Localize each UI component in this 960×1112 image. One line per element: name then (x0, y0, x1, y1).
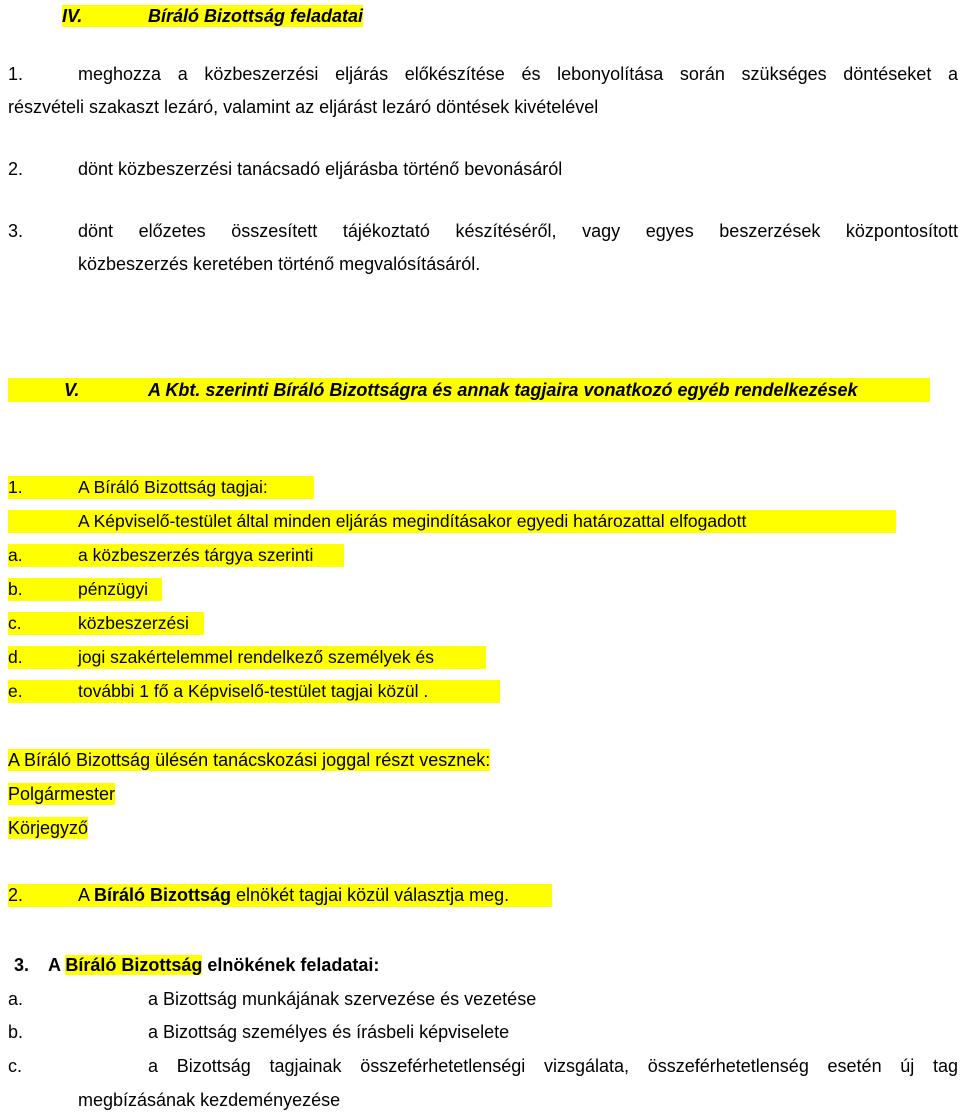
p3-item-a-text: a Bizottság munkájának szervezése és vezetése (148, 989, 537, 1009)
p1-item-a-letter: a. (8, 545, 23, 565)
p3-item-c-letter: c. (8, 1056, 23, 1076)
p2-number: 2. (8, 885, 24, 905)
p1-item-c-text: közbeszerzési (78, 613, 189, 633)
p3-heading (48, 954, 379, 976)
p1-item-e-letter: e. (8, 681, 23, 701)
section-iv-number: IV. (62, 5, 148, 27)
p1-item-e-text: további 1 fő a Képviselő-testület tagjai közül . (78, 681, 429, 701)
section-iv-item-2-text: dönt közbeszerzési tanácsadó eljárásba történő bevonásáról (78, 159, 563, 179)
section-iv-item-3-line-1: dönt előzetes összesített tájékoztató készítéséről, vagy egyes beszerzések központosított (78, 221, 958, 241)
attendance-person-mayor: Polgármester (8, 784, 116, 804)
p3-item-c-line-1: a Bizottság tagjainak összeférhetetlenségi vizsgálata, összeférhetetlenség esetén új tag (148, 1056, 958, 1076)
section-v-number: V. (64, 380, 80, 400)
attendance-intro: A Bíráló Bizottság ülésén tanácskozási joggal részt vesznek: (8, 750, 491, 770)
p3-item-c-line-2: megbízásának kezdeményezése (78, 1090, 341, 1110)
p3-heading-post: elnökének feladatai: (202, 955, 380, 975)
section-v-title: A Kbt. szerinti Bíráló Bizottságra és annak tagjaira vonatkozó egyéb rendelkezések (148, 380, 858, 400)
p1-item-a-text: a közbeszerzés tárgya szerinti (78, 545, 314, 565)
p3-item-a-letter: a. (8, 989, 24, 1009)
p1-item-b-text: pénzügyi (78, 579, 149, 599)
p1-item-d-text: jogi szakértelemmel rendelkező személyek és (78, 647, 434, 667)
section-iv-title: Bíráló Bizottság feladatai (148, 6, 364, 26)
p1-item-b-letter: b. (8, 579, 23, 599)
attendance-person-notary: Körjegyző (8, 818, 89, 838)
p1-heading: A Bíráló Bizottság tagjai: (78, 477, 268, 497)
p3-heading-highlight: Bíráló Bizottság (65, 955, 203, 975)
p3-heading-pre: A (48, 955, 66, 975)
p2-text (78, 884, 509, 906)
section-iv-item-2-number: 2. (8, 159, 24, 179)
section-iv-item-1-number: 1. (8, 64, 24, 84)
p3-item-b-text: a Bizottság személyes és írásbeli képviselete (148, 1022, 510, 1042)
p2-text-post: elnökét tagjai közül választja meg. (231, 885, 510, 905)
p1-item-d-letter: d. (8, 647, 23, 667)
p1-item-c-letter: c. (8, 613, 22, 633)
section-iv-item-3-number: 3. (8, 221, 24, 241)
p2-text-bold: Bíráló Bizottság (94, 885, 232, 905)
section-iv-item-1-line-1: meghozza a közbeszerzési eljárás előkészítése és lebonyolítása során szükséges döntéseket a (78, 64, 958, 84)
p3-item-b-letter: b. (8, 1022, 24, 1042)
p2-text-pre: A (78, 885, 95, 905)
section-iv-item-3-line-2: közbeszerzés keretében történő megvalósításáról. (78, 254, 481, 274)
p1-number: 1. (8, 477, 23, 497)
p1-subheading: A Képviselő-testület által minden eljárás megindításakor egyedi határozattal elfogadott (78, 511, 747, 531)
p3-number: 3. (14, 955, 30, 975)
section-iv-item-1-line-2: részvételi szakaszt lezáró, valamint az eljárást lezáró döntések kivételével (8, 97, 599, 117)
